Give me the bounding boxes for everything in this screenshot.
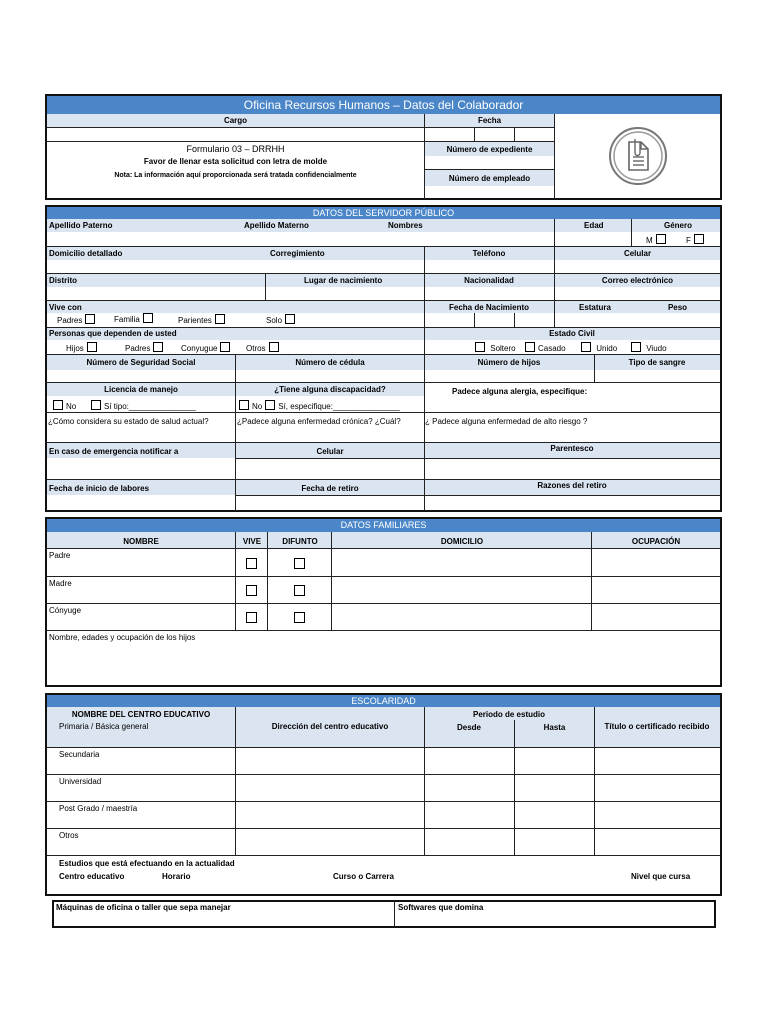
- vive-solo-label: Solo: [266, 316, 283, 325]
- esc-row-secundaria: Secundaria: [59, 750, 100, 759]
- dep-conyugue-checkbox[interactable]: [220, 342, 230, 352]
- discapacidad-si-checkbox[interactable]: [265, 400, 275, 410]
- alergia-label: Padece alguna alergia, especifique:: [452, 387, 588, 396]
- fam-row-madre: Madre: [49, 579, 72, 588]
- distrito-label: Distrito: [49, 276, 77, 285]
- vive-familia-checkbox[interactable]: [143, 313, 153, 323]
- expediente-label: Número de expediente: [446, 145, 533, 154]
- soltero-checkbox[interactable]: [475, 342, 485, 352]
- cronica-label: ¿Padece alguna enfermedad crónica? ¿Cuál?: [237, 417, 401, 426]
- form-title: Oficina Recursos Humanos – Datos del Colaborador: [47, 96, 720, 114]
- peso-label: Peso: [667, 303, 688, 312]
- esc-desde-header: Desde: [456, 723, 481, 732]
- unido-label: Unido: [596, 344, 618, 353]
- vive-solo-checkbox[interactable]: [285, 314, 295, 324]
- viudo-label: Viudo: [646, 344, 667, 353]
- cargo-field[interactable]: [47, 128, 424, 141]
- esc-periodo-header: Periodo de estudio: [472, 710, 545, 719]
- genero-f-checkbox[interactable]: [694, 234, 704, 244]
- licencia-no-label: No: [66, 402, 77, 411]
- emergencia-label: En caso de emergencia notificar a: [49, 447, 179, 456]
- padre-vive-checkbox[interactable]: [246, 558, 257, 569]
- esc-titulo-header: Título o certificado recibido: [604, 722, 710, 731]
- esc-row-postgrado: Post Grado / maestría: [59, 804, 138, 813]
- dep-conyugue-label: Conyugue: [181, 344, 218, 353]
- fam-difunto-header: DIFUNTO: [282, 537, 318, 546]
- parentesco-label: Parentesco: [550, 444, 594, 453]
- vive-padres-label: Padres: [57, 316, 83, 325]
- cedula-label: Número de cédula: [295, 358, 365, 367]
- domicilio-label: Domicilio detallado: [49, 249, 123, 258]
- conyuge-difunto-checkbox[interactable]: [294, 612, 305, 623]
- esc-direccion-header: Dirección del centro educativo: [271, 722, 389, 731]
- fam-hijos-label: Nombre, edades y ocupación de los hijos: [49, 633, 196, 642]
- vive-padres-checkbox[interactable]: [85, 314, 95, 324]
- esc-row-universidad: Universidad: [59, 777, 102, 786]
- dep-otros-checkbox[interactable]: [269, 342, 279, 352]
- num-hijos-label: Número de hijos: [477, 358, 541, 367]
- curso-label: Curso o Carrera: [333, 872, 394, 881]
- fam-vive-header: VIVE: [242, 537, 262, 546]
- empleado-label: Número de empleado: [448, 174, 531, 183]
- esc-primaria-label: Primaria / Básica general: [59, 722, 149, 731]
- padre-difunto-checkbox[interactable]: [294, 558, 305, 569]
- casado-checkbox[interactable]: [525, 342, 535, 352]
- fecha-field[interactable]: [425, 128, 554, 141]
- lugar-nacimiento-label: Lugar de nacimiento: [304, 276, 383, 285]
- servidor-title: DATOS DEL SERVIDOR PÚBLICO: [47, 207, 720, 219]
- fecha-label: Fecha: [477, 116, 502, 125]
- fecha-nacimiento-label: Fecha de Nacimiento: [448, 303, 530, 312]
- viudo-checkbox[interactable]: [631, 342, 641, 352]
- licencia-label: Licencia de manejo: [104, 385, 178, 394]
- nivel-label: Nivel que cursa: [631, 872, 691, 881]
- apellido-materno-label: Apellido Materno: [244, 221, 309, 230]
- dep-otros-label: Otros: [246, 344, 266, 353]
- dependen-label: Personas que dependen de usted: [49, 329, 177, 338]
- instruction-text: Favor de llenar esta solicitud con letra de molde: [143, 157, 328, 166]
- salud-label: ¿Cómo considera su estado de salud actual?: [48, 417, 209, 426]
- softwares-label: Softwares que domina: [398, 903, 484, 912]
- madre-vive-checkbox[interactable]: [246, 585, 257, 596]
- fam-row-padre: Padre: [49, 551, 71, 560]
- nombres-label: Nombres: [388, 221, 423, 230]
- fam-nombre-header: NOMBRE: [123, 537, 159, 546]
- maquinas-label: Máquinas de oficina o taller que sepa manejar: [56, 903, 231, 912]
- fam-ocupacion-header: OCUPACIÓN: [631, 537, 681, 546]
- esc-row-otros: Otros: [59, 831, 79, 840]
- vive-familia-label: Familia: [114, 315, 140, 324]
- esc-hasta-header: Hasta: [543, 723, 566, 732]
- licencia-si-checkbox[interactable]: [91, 400, 101, 410]
- document-icon: [608, 126, 668, 186]
- genero-f-label: F: [686, 236, 691, 245]
- telefono-label: Teléfono: [472, 249, 506, 258]
- esc-centro-header: NOMBRE DEL CENTRO EDUCATIVO: [71, 710, 211, 719]
- vive-parientes-label: Parientes: [178, 316, 212, 325]
- discapacidad-label: ¿Tiene alguna discapacidad?: [274, 385, 386, 394]
- licencia-no-checkbox[interactable]: [53, 400, 63, 410]
- vive-parientes-checkbox[interactable]: [215, 314, 225, 324]
- fecha-retiro-label: Fecha de retiro: [301, 484, 359, 493]
- estatura-label: Estatura: [578, 303, 611, 312]
- sangre-label: Tipo de sangre: [628, 358, 686, 367]
- fam-row-conyuge: Cónyuge: [49, 606, 82, 615]
- madre-difunto-checkbox[interactable]: [294, 585, 305, 596]
- nacionalidad-label: Nacionalidad: [464, 276, 514, 285]
- corregimiento-label: Corregimiento: [270, 249, 325, 258]
- genero-label: Género: [664, 221, 693, 230]
- correo-label: Correo electrónico: [601, 276, 674, 285]
- inicio-labores-label: Fecha de inicio de labores: [49, 484, 150, 493]
- genero-m-checkbox[interactable]: [656, 234, 666, 244]
- celular-emergencia-label: Celular: [316, 447, 344, 456]
- celular-label: Celular: [623, 249, 652, 258]
- escolaridad-title: ESCOLARIDAD: [47, 695, 720, 707]
- genero-m-label: M: [646, 236, 653, 245]
- licencia-si-label: Sí tipo:_______________: [104, 402, 196, 411]
- estudios-actuales-label: Estudios que está efectuando en la actualidad: [59, 859, 235, 868]
- confidential-note: Nota: La información aquí proporcionada será tratada confidencialmente: [114, 172, 357, 179]
- horario-label: Horario: [162, 872, 191, 881]
- discapacidad-no-label: No: [252, 402, 263, 411]
- fam-domicilio-header: DOMICILIO: [440, 537, 484, 546]
- cargo-label: Cargo: [223, 116, 248, 125]
- seguro-social-label: Número de Seguridad Social: [86, 358, 196, 367]
- formulario-code: Formulario 03 – DRRHH: [186, 144, 285, 154]
- alto-riesgo-label: ¿ Padece alguna enfermedad de alto riesgo ?: [425, 417, 588, 426]
- vive-con-label: Vive con: [49, 303, 82, 312]
- apellido-paterno-label: Apellido Paterno: [49, 221, 113, 230]
- dep-padres-label: Padres: [125, 344, 151, 353]
- familiares-title: DATOS FAMILIARES: [47, 519, 720, 532]
- centro-educativo-label: Centro educativo: [59, 872, 125, 881]
- razones-retiro-label: Razones del retiro: [537, 481, 607, 490]
- edad-label: Edad: [584, 221, 604, 230]
- discapacidad-si-label: Sí, especifique:_______________: [278, 402, 400, 411]
- estado-civil-label: Estado Civil: [549, 329, 595, 338]
- unido-checkbox[interactable]: [581, 342, 591, 352]
- dep-padres-checkbox[interactable]: [153, 342, 163, 352]
- dep-hijos-label: Hijos: [66, 344, 84, 353]
- dep-hijos-checkbox[interactable]: [87, 342, 97, 352]
- conyuge-vive-checkbox[interactable]: [246, 612, 257, 623]
- soltero-label: Soltero: [490, 344, 516, 353]
- discapacidad-no-checkbox[interactable]: [239, 400, 249, 410]
- casado-label: Casado: [538, 344, 566, 353]
